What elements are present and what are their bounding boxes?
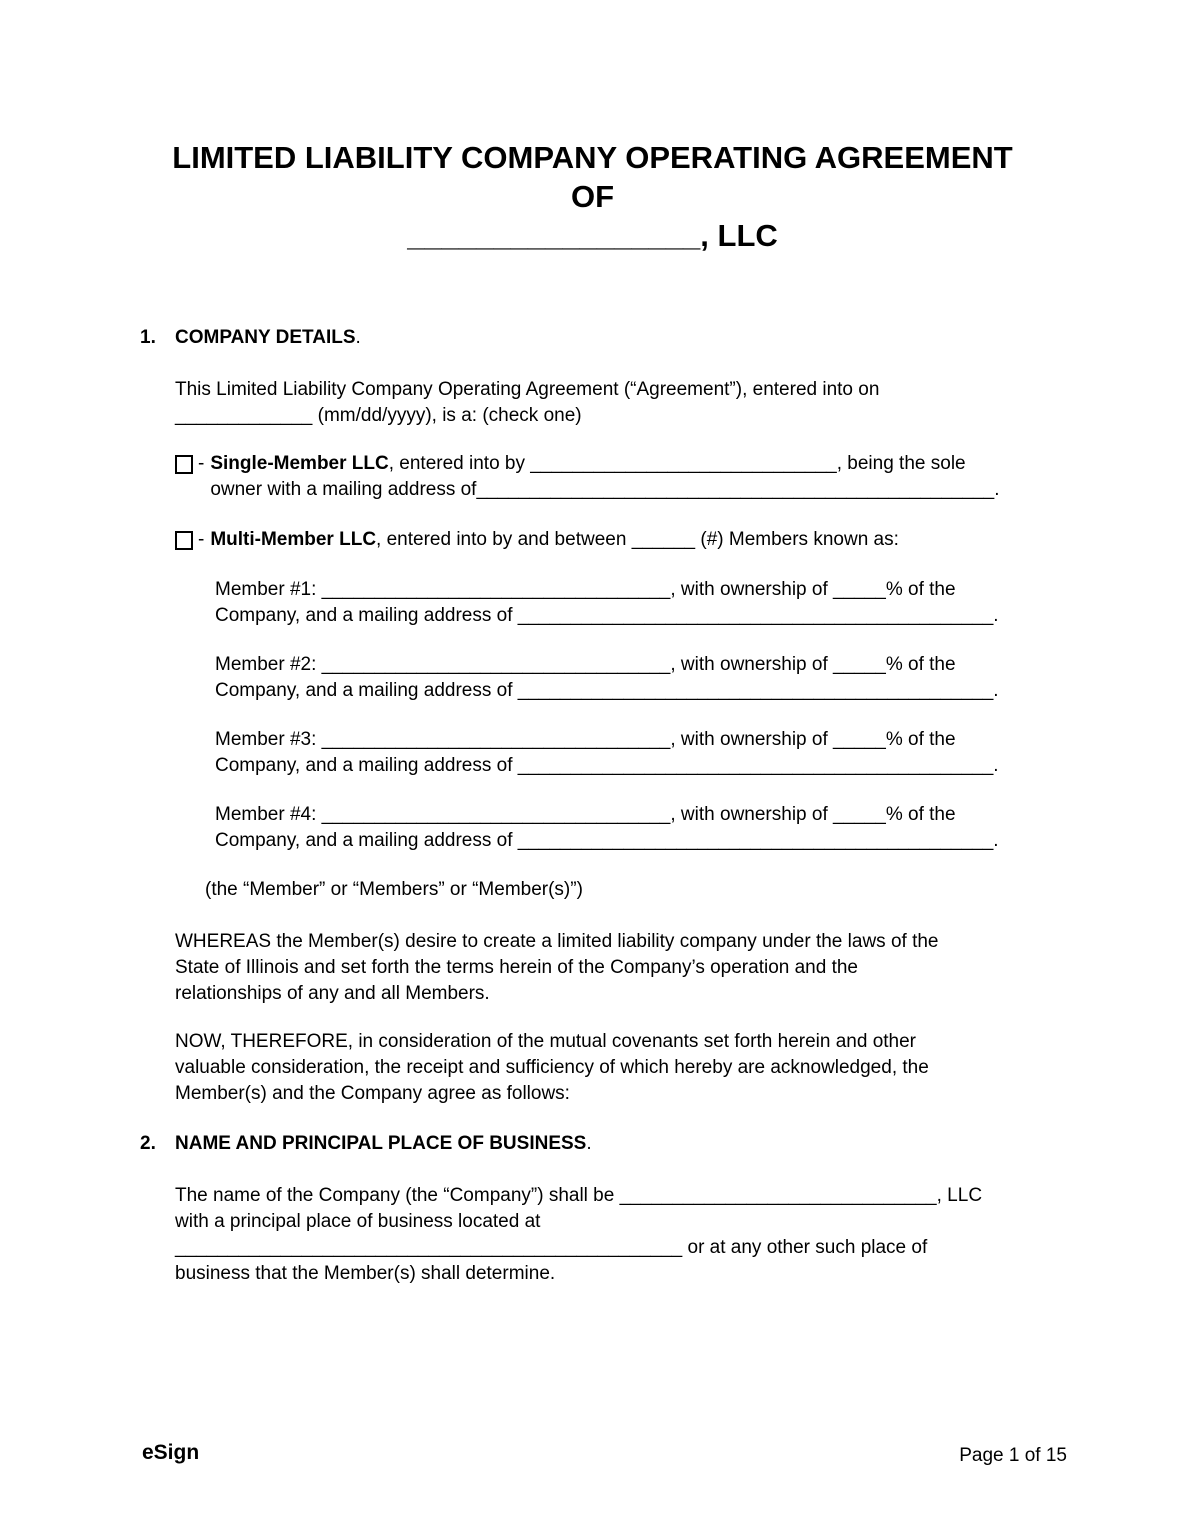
business-name-text-3: with a principal place of business located at: [175, 1211, 541, 1232]
title-llc-suffix: , LLC: [700, 218, 778, 253]
now-therefore-paragraph: [175, 1029, 1045, 1107]
business-name-paragraph: [175, 1183, 1045, 1287]
member-1-period: .: [993, 605, 999, 626]
member-3-text-2: % of the: [885, 729, 956, 750]
member-1-text-3: Company, and a mailing address of: [215, 605, 518, 626]
member-4-pct-blank: _____: [833, 804, 886, 825]
section-2-number: 2.: [140, 1133, 156, 1154]
member-2-period: .: [993, 680, 999, 701]
single-member-dash: -: [198, 453, 205, 474]
member-4-address-blank: _____________________________________________: [517, 830, 994, 851]
business-name-text-2: , LLC: [936, 1185, 983, 1206]
section-2-heading-text: NAME AND PRINCIPAL PLACE OF BUSINESS: [175, 1133, 587, 1154]
whereas-line-1: WHEREAS the Member(s) desire to create a limited liability company under the laws of the: [175, 931, 939, 952]
member-3-pct-blank: _____: [833, 729, 886, 750]
member-1-pct-blank: _____: [833, 579, 886, 600]
single-member-text-1: , entered into by: [388, 453, 531, 474]
title-line-1: LIMITED LIABILITY COMPANY OPERATING AGREEMENT: [172, 140, 1013, 175]
member-2-text-2: % of the: [885, 654, 956, 675]
single-member-address-blank: _________________________________________________: [476, 479, 995, 500]
single-member-name-blank: _____________________________: [530, 453, 837, 474]
single-member-option: [175, 451, 1045, 503]
section-1-heading-period: .: [355, 327, 361, 348]
business-name-text-4: or at any other such place of: [682, 1237, 928, 1258]
member-4-block: [215, 802, 1045, 854]
multi-member-checkbox[interactable]: [175, 531, 193, 550]
member-4-text-1: , with ownership of: [670, 804, 834, 825]
member-2-block: [215, 652, 1045, 704]
single-member-period: .: [994, 479, 1000, 500]
section-2-heading-period: .: [586, 1133, 592, 1154]
member-1-block: [215, 577, 1045, 629]
member-1-address-blank: _____________________________________________: [517, 605, 994, 626]
section-2-heading: [175, 1131, 1045, 1157]
member-3-block: [215, 727, 1045, 779]
multi-member-label: Multi-Member LLC: [210, 529, 377, 550]
now-therefore-line-2: valuable consideration, the receipt and sufficiency of which hereby are acknowledged, the: [175, 1057, 929, 1078]
multi-member-dash: -: [198, 529, 205, 550]
multi-member-text: [210, 527, 1045, 553]
section-2: [140, 1131, 1045, 1309]
title-line-2: OF: [570, 179, 615, 214]
member-3-address-blank: _____________________________________________: [517, 755, 994, 776]
member-count-blank: ______: [631, 529, 696, 550]
member-2-text-1: , with ownership of: [670, 654, 834, 675]
multi-member-option: [175, 527, 1045, 553]
member-2-pct-blank: _____: [833, 654, 886, 675]
member-1-label: Member #1:: [215, 579, 322, 600]
company-name-blank: _________________: [407, 218, 701, 253]
member-2-address-blank: _____________________________________________: [517, 680, 994, 701]
date-blank: _____________: [175, 405, 313, 426]
single-member-text: [210, 451, 1045, 503]
member-4-period: .: [993, 830, 999, 851]
member-2-name-blank: _________________________________: [321, 654, 671, 675]
section-1-heading: [175, 325, 1045, 351]
member-3-text-1: , with ownership of: [670, 729, 834, 750]
member-4-name-blank: _________________________________: [321, 804, 671, 825]
single-member-text-3: owner with a mailing address of: [210, 479, 477, 500]
single-member-label: Single-Member LLC: [210, 453, 389, 474]
member-3-period: .: [993, 755, 999, 776]
page-number: Page 1 of 15: [959, 1445, 1067, 1466]
business-name-blank: ______________________________: [619, 1185, 937, 1206]
whereas-paragraph: [175, 929, 1045, 1007]
section-1: [140, 325, 1045, 1129]
business-address-blank: ________________________________________________: [175, 1237, 683, 1258]
single-member-checkbox[interactable]: [175, 455, 193, 474]
section-1-content: [175, 325, 1045, 1129]
intro-paragraph: [175, 377, 1045, 429]
section-2-content: [175, 1131, 1045, 1309]
title-line-3: [140, 216, 1045, 255]
document-content: [140, 138, 1045, 1309]
now-therefore-line-1: NOW, THEREFORE, in consideration of the mutual covenants set forth herein and other: [175, 1031, 917, 1052]
member-1-text-2: % of the: [885, 579, 956, 600]
multi-member-text-2: (#) Members known as:: [695, 529, 899, 550]
member-4-label: Member #4:: [215, 804, 322, 825]
member-3-text-3: Company, and a mailing address of: [215, 755, 518, 776]
section-1-number: 1.: [140, 327, 156, 348]
esign-logo: eSign: [142, 1441, 200, 1464]
business-name-text-1: The name of the Company (the “Company”) shall be: [175, 1185, 620, 1206]
single-member-text-2: , being the sole: [836, 453, 966, 474]
intro-text-1: This Limited Liability Company Operating Agreement (“Agreement”), entered into on: [175, 379, 880, 400]
section-1-heading-text: COMPANY DETAILS: [175, 327, 356, 348]
whereas-line-3: relationships of any and all Members.: [175, 983, 490, 1004]
member-4-text-2: % of the: [885, 804, 956, 825]
document-title: [140, 138, 1045, 255]
whereas-line-2: State of Illinois and set forth the terms herein of the Company’s operation and the: [175, 957, 858, 978]
multi-member-text-1: , entered into by and between: [376, 529, 632, 550]
member-1-name-blank: _________________________________: [321, 579, 671, 600]
business-name-text-5: business that the Member(s) shall determine.: [175, 1263, 556, 1284]
member-3-name-blank: _________________________________: [321, 729, 671, 750]
member-3-label: Member #3:: [215, 729, 322, 750]
intro-text-2: (mm/dd/yyyy), is a: (check one): [312, 405, 582, 426]
member-1-text-1: , with ownership of: [670, 579, 834, 600]
members-definition-note: (the “Member” or “Members” or “Member(s)”): [205, 879, 583, 900]
now-therefore-line-3: Member(s) and the Company agree as follows:: [175, 1083, 570, 1104]
member-4-text-3: Company, and a mailing address of: [215, 830, 518, 851]
member-2-text-3: Company, and a mailing address of: [215, 680, 518, 701]
member-2-label: Member #2:: [215, 654, 322, 675]
